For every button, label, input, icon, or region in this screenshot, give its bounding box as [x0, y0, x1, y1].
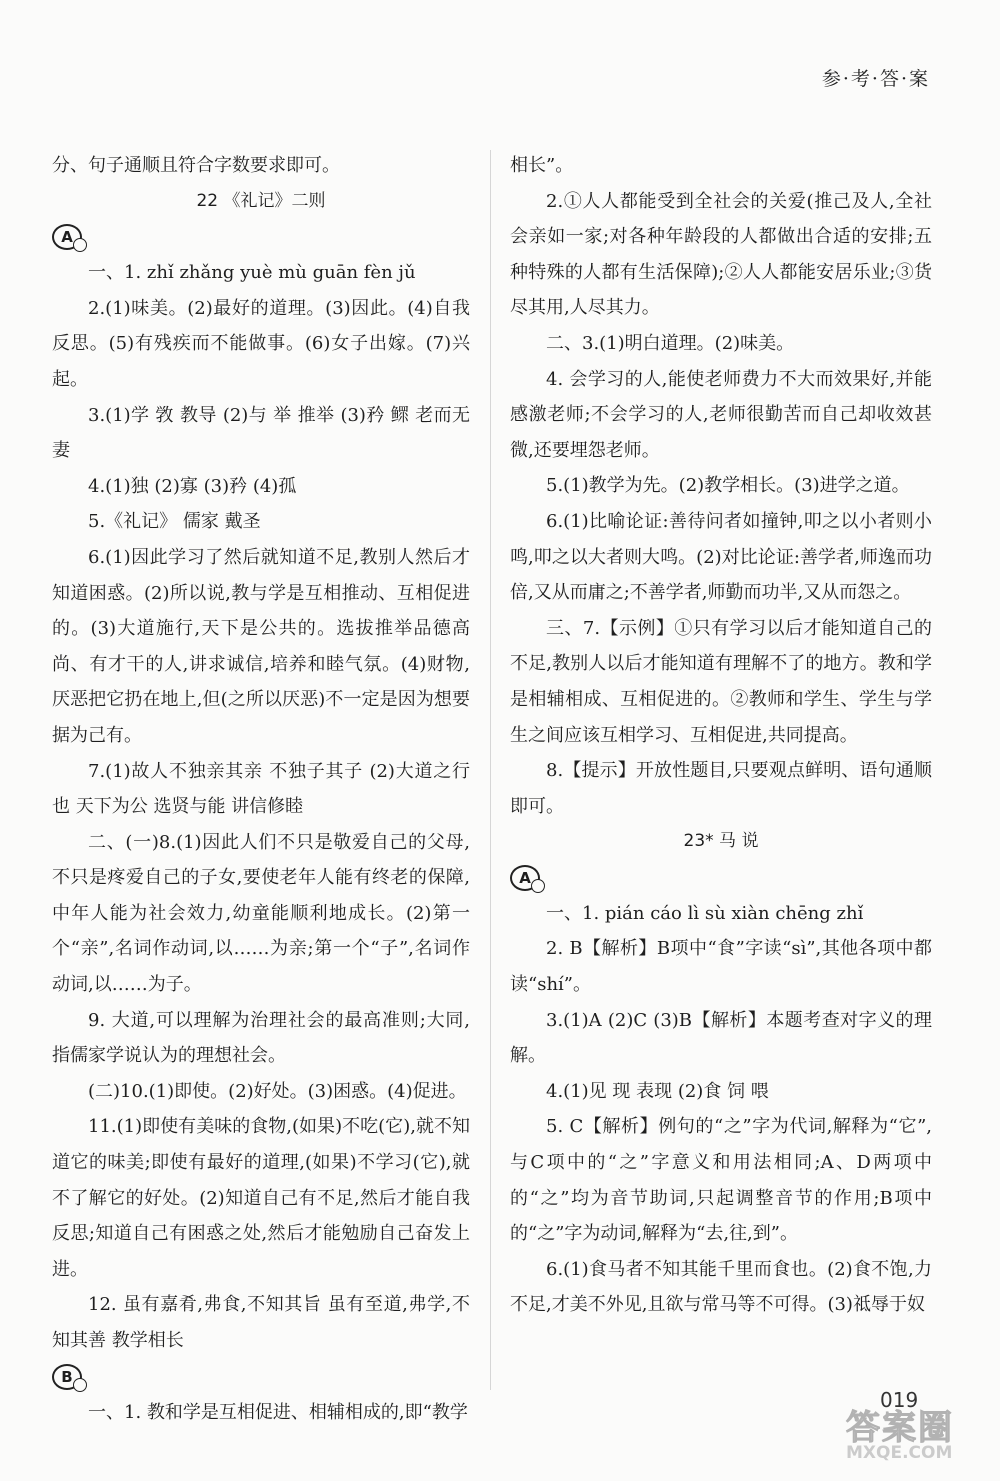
answer-10: (二)10.(1)即使。(2)好处。(3)困惑。(4)促进。 [88, 1080, 467, 1102]
answer-9: 9. 大道,可以理解为治理社会的最高准则;大同,指儒家学说认为的理想社会。 [52, 1009, 470, 1067]
page-number: 019 [880, 1388, 919, 1412]
answer-23-5: 5. C【解析】例句的“之”字为代词,解释为“它”,与C项中的“之”字意义和用法相同;A、D两项中的“之”均为音节助词,只起调整音节的作用;B项中的“之”字为动词,解释为“去,往,到”。 [510, 1116, 932, 1245]
answer-6: 6.(1)因此学习了然后就知道不足,教别人然后才知道困惑。(2)所以说,教与学是互相推动、互相促进的。(3)大道施行,天下是公共的。选拔推举品德高尚、有才干的人,讲求诚信,培养和睦气氛。(4)财物,厌恶把它扔在地上,但(之所以厌恶)不一定是因为想要据为己有。 [52, 546, 470, 746]
answer-b-5: 5.(1)教学为先。(2)教学相长。(3)进学之道。 [546, 475, 910, 497]
column-divider [490, 150, 491, 1390]
paragraph: 相长”。 [510, 155, 574, 176]
answer-7: 7.(1)故人不独亲其亲 不独子其子 (2)大道之行也 天下为公 选贤与能 讲信修睦 [52, 760, 470, 818]
answer-23-4: 4.(1)见 现 表现 (2)食 饲 喂 [546, 1080, 769, 1102]
answer-12: 12. 虽有嘉肴,弗食,不知其旨 虽有至道,弗学,不知其善 教学相长 [52, 1294, 470, 1351]
answer-2: 2.(1)味美。(2)最好的道理。(3)因此。(4)自我反思。(5)有残疾而不能做事。(6)女子出嫁。(7)兴起。 [52, 297, 470, 390]
answer-23-1: 一、1. pián cáo lì sù xiàn chēng zhǐ [546, 902, 864, 924]
paragraph: 分、句子通顺且符合字数要求即可。 [52, 155, 340, 176]
answer-b-1: 一、1. 教和学是互相促进、相辅相成的,即“教学 [88, 1401, 468, 1423]
level-a-badge [510, 860, 932, 896]
right-column [510, 148, 932, 1323]
answer-b-4: 4. 会学习的人,能使老师费力不大而效果好,并能感激老师;不会学习的人,老师很勤苦而自己却收效甚微,还要埋怨老师。 [510, 368, 932, 461]
level-a-icon: A [510, 865, 540, 891]
page-header-title: 参·考·答·案 [821, 68, 930, 90]
level-b-icon: B [52, 1364, 82, 1390]
answer-b-6: 6.(1)比喻论证:善待问者如撞钟,叩之以小者则小鸣,叩之以大者则大鸣。(2)对比论证:善学者,师逸而功倍,又从而庸之;不善学者,师勤而功半,又从而怨之。 [510, 510, 932, 604]
answer-8: 二、(一)8.(1)因此人们不只是敬爱自己的父母,不只是疼爱自己的子女,要使老年人能有终老的保障,中年人能为社会效力,幼童能顺利地成长。(2)第一个“亲”,名词作动词,以……为亲;第一个“子”,名词作动词,以……为子。 [52, 831, 470, 996]
answer-b-2: 2.①人人都能受到全社会的关爱(推己及人,全社会亲如一家;对各种年龄段的人都做出合适的安排;五种特殊的人都有生活保障);②人人都能安居乐业;③货尽其用,人尽其力。 [510, 190, 932, 319]
section-title-22: 22 《礼记》二则 [196, 190, 326, 211]
answer-11: 11.(1)即使有美味的食物,(如果)不吃(它),就不知道它的味美;即使有最好的道理,(如果)不学习(它),就不了解它的好处。(2)知道自己有不足,然后才能自我反思;知道自己有困惑之处,然后才能勉励自己奋发上进。 [52, 1116, 470, 1280]
answer-b-3: 二、3.(1)明白道理。(2)味美。 [546, 332, 795, 354]
answer-23-3: 3.(1)A (2)C (3)B【解析】本题考查对字义的理解。 [510, 1009, 932, 1067]
answer-23-2: 2. B【解析】B项中“食”字读“sì”,其他各项中都读“shí”。 [510, 938, 932, 996]
section-title-23: 23* 马 说 [683, 831, 759, 852]
left-column [52, 148, 470, 1430]
answer-b-8: 8.【提示】开放性题目,只要观点鲜明、语句通顺即可。 [510, 760, 932, 817]
answer-5: 5.《礼记》 儒家 戴圣 [88, 511, 261, 533]
answer-4: 4.(1)独 (2)寡 (3)矜 (4)孤 [88, 475, 297, 497]
watermark-url: MXQE.COM [846, 1443, 953, 1463]
answer-23-6: 6.(1)食马者不知其能千里而食也。(2)食不饱,力不足,才美不外见,且欲与常马等不可得。(3)祗辱于奴 [510, 1258, 932, 1316]
watermark-text: 答案圈 [846, 1408, 954, 1448]
level-a-icon: A [52, 224, 82, 250]
level-b-badge [52, 1359, 470, 1395]
answer-b-7: 三、7.【示例】①只有学习以后才能知道自己的不足,教别人以后才能知道有理解不了的地方。教和学是相辅相成、互相促进的。②教师和学生、学生与学生之间应该互相学习、互相促进,共同提高。 [510, 617, 932, 746]
answer-1: 一、1. zhǐ zhǎng yuè mù guān fèn jǔ [88, 262, 416, 284]
answer-3: 3.(1)学 敩 教导 (2)与 举 推举 (3)矜 鳏 老而无妻 [52, 404, 470, 462]
watermark-logo [846, 1400, 976, 1472]
level-a-badge [52, 219, 470, 255]
